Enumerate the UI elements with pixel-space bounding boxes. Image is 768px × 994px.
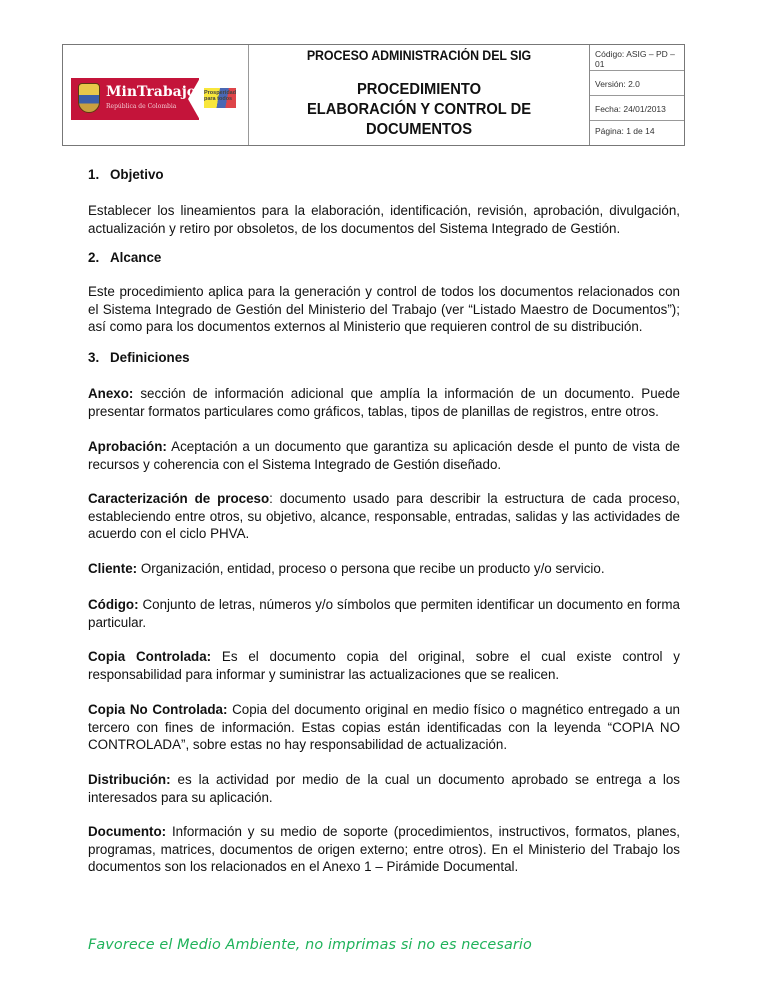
- prosperidad-slogan: Prosperidad para todos: [204, 90, 237, 102]
- definition-term: Código:: [88, 597, 139, 612]
- section-number: 2.: [88, 250, 100, 265]
- section-title: Objetivo: [110, 167, 164, 182]
- definition-text: Aceptación a un documento que garantiza su aplicación desde el punto de vista de recursos y coherencia con el Sistema Integrado de Gestión diseñado.: [88, 439, 680, 472]
- definition-term: Cliente:: [88, 561, 138, 576]
- definition-text: Información y su medio de soporte (procedimientos, instructivos, formatos, planes, programas, matrices, documentos de origen externo; entre otros). En el Ministerio del Trabajo los documentos son los relacionados en el Anexo 1 – Pirámide Documental.: [88, 824, 680, 874]
- meta-codigo: [590, 45, 684, 71]
- document-header-table: [62, 44, 685, 146]
- title-cell: [249, 45, 590, 145]
- definition-item: [88, 823, 680, 876]
- definition-text: Organización, entidad, proceso o persona que recibe un producto y/o servicio.: [137, 561, 605, 576]
- section-title: Definiciones: [110, 350, 190, 365]
- document-title-line: ELABORACIÓN Y CONTROL DE: [306, 101, 532, 118]
- definition-item: [88, 596, 680, 631]
- section-paragraph: Establecer los lineamientos para la elaboración, identificación, revisión, aprobación, divulgación, actualización y retiro por obsoletos, de los documentos del Sistema Integrado de Gestión.: [88, 203, 680, 236]
- meta-pagina: Página: 1 de 14: [595, 126, 655, 136]
- definition-item: [88, 490, 680, 543]
- footer-eco-message: Favorece el Medio Ambiente, no imprimas si no es necesario: [88, 937, 532, 953]
- section-number: 1.: [88, 167, 100, 182]
- codigo-label: Código: ASIG – PD –: [595, 49, 675, 59]
- definition-text: : documento usado para describir la estructura de cada proceso, estableciendo entre otros, su objetivo, alcance, responsable, entradas, salidas y las actividades de acuerdo con el ciclo PHVA.: [88, 491, 680, 541]
- definition-item: [88, 771, 680, 806]
- section-paragraph: Este procedimiento aplica para la generación y control de todos los documentos relacionados con el Sistema Integrado de Gestión del Ministerio del Trabajo (ver “Listado Maestro de Documentos”); así como para los documentos externos al Ministerio que requieren control de su distribución.: [88, 284, 680, 334]
- definition-text: Conjunto de letras, números y/o símbolos que permiten identificar un documento en forma particular.: [88, 597, 680, 630]
- section-number: 3.: [88, 350, 100, 365]
- definition-term: Documento:: [88, 824, 167, 839]
- definition-term: Copia Controlada:: [88, 649, 212, 664]
- logo-name: MinTrabajo: [106, 84, 197, 100]
- meta-version: Versión: 2.0: [590, 71, 684, 96]
- coat-of-arms-icon: [78, 83, 100, 113]
- definition-item: [88, 648, 680, 683]
- mintrabajo-logo: [71, 78, 199, 120]
- definition-term: Anexo:: [88, 386, 134, 401]
- section-heading: [88, 349, 190, 367]
- logo-cell: [63, 45, 249, 145]
- document-title: [263, 80, 576, 140]
- process-title: PROCESO ADMINISTRACIÓN DEL SIG: [306, 48, 532, 63]
- definition-term: Aprobación:: [88, 439, 167, 454]
- logo-subtitle: República de Colombia: [106, 103, 177, 110]
- meta-fecha: Fecha: 24/01/2013: [590, 96, 684, 121]
- definition-item: [88, 438, 680, 473]
- definition-text: Copia del documento original en medio físico o magnético entregado a un tercero con fines de información. Estas copias están identificadas con la leyenda “COPIA NO CONTROLADA”, sobre estas no hay responsabilidad de actualización.: [88, 702, 680, 752]
- document-title-line: DOCUMENTOS: [365, 121, 473, 138]
- document-title-line: PROCEDIMIENTO: [356, 81, 482, 98]
- codigo-value: 01: [595, 59, 605, 69]
- definition-text: es la actividad por medio de la cual un documento aprobado se entrega a los interesados para su aplicación.: [88, 772, 680, 805]
- section-heading: [88, 166, 164, 184]
- definition-text: sección de información adicional que amplía la información de un documento. Puede presentar formatos particulares como gráficos, tablas, tipos de planillas de registros, entre otros.: [88, 386, 680, 419]
- definition-term: Caracterización de proceso: [88, 491, 270, 506]
- definition-text: Es el documento copia del original, sobre el cual existe control y responsabilidad para informar y suministrar las actualizaciones que se realicen.: [88, 649, 680, 682]
- definition-item: [88, 560, 680, 578]
- definition-term: Distribución:: [88, 772, 171, 787]
- definition-item: [88, 701, 680, 754]
- section-title: Alcance: [110, 250, 162, 265]
- prosperidad-logo: [204, 88, 236, 108]
- definition-term: Copia No Controlada:: [88, 702, 228, 717]
- definition-item: [88, 385, 680, 420]
- meta-cell: [590, 45, 684, 145]
- section-heading: [88, 249, 161, 267]
